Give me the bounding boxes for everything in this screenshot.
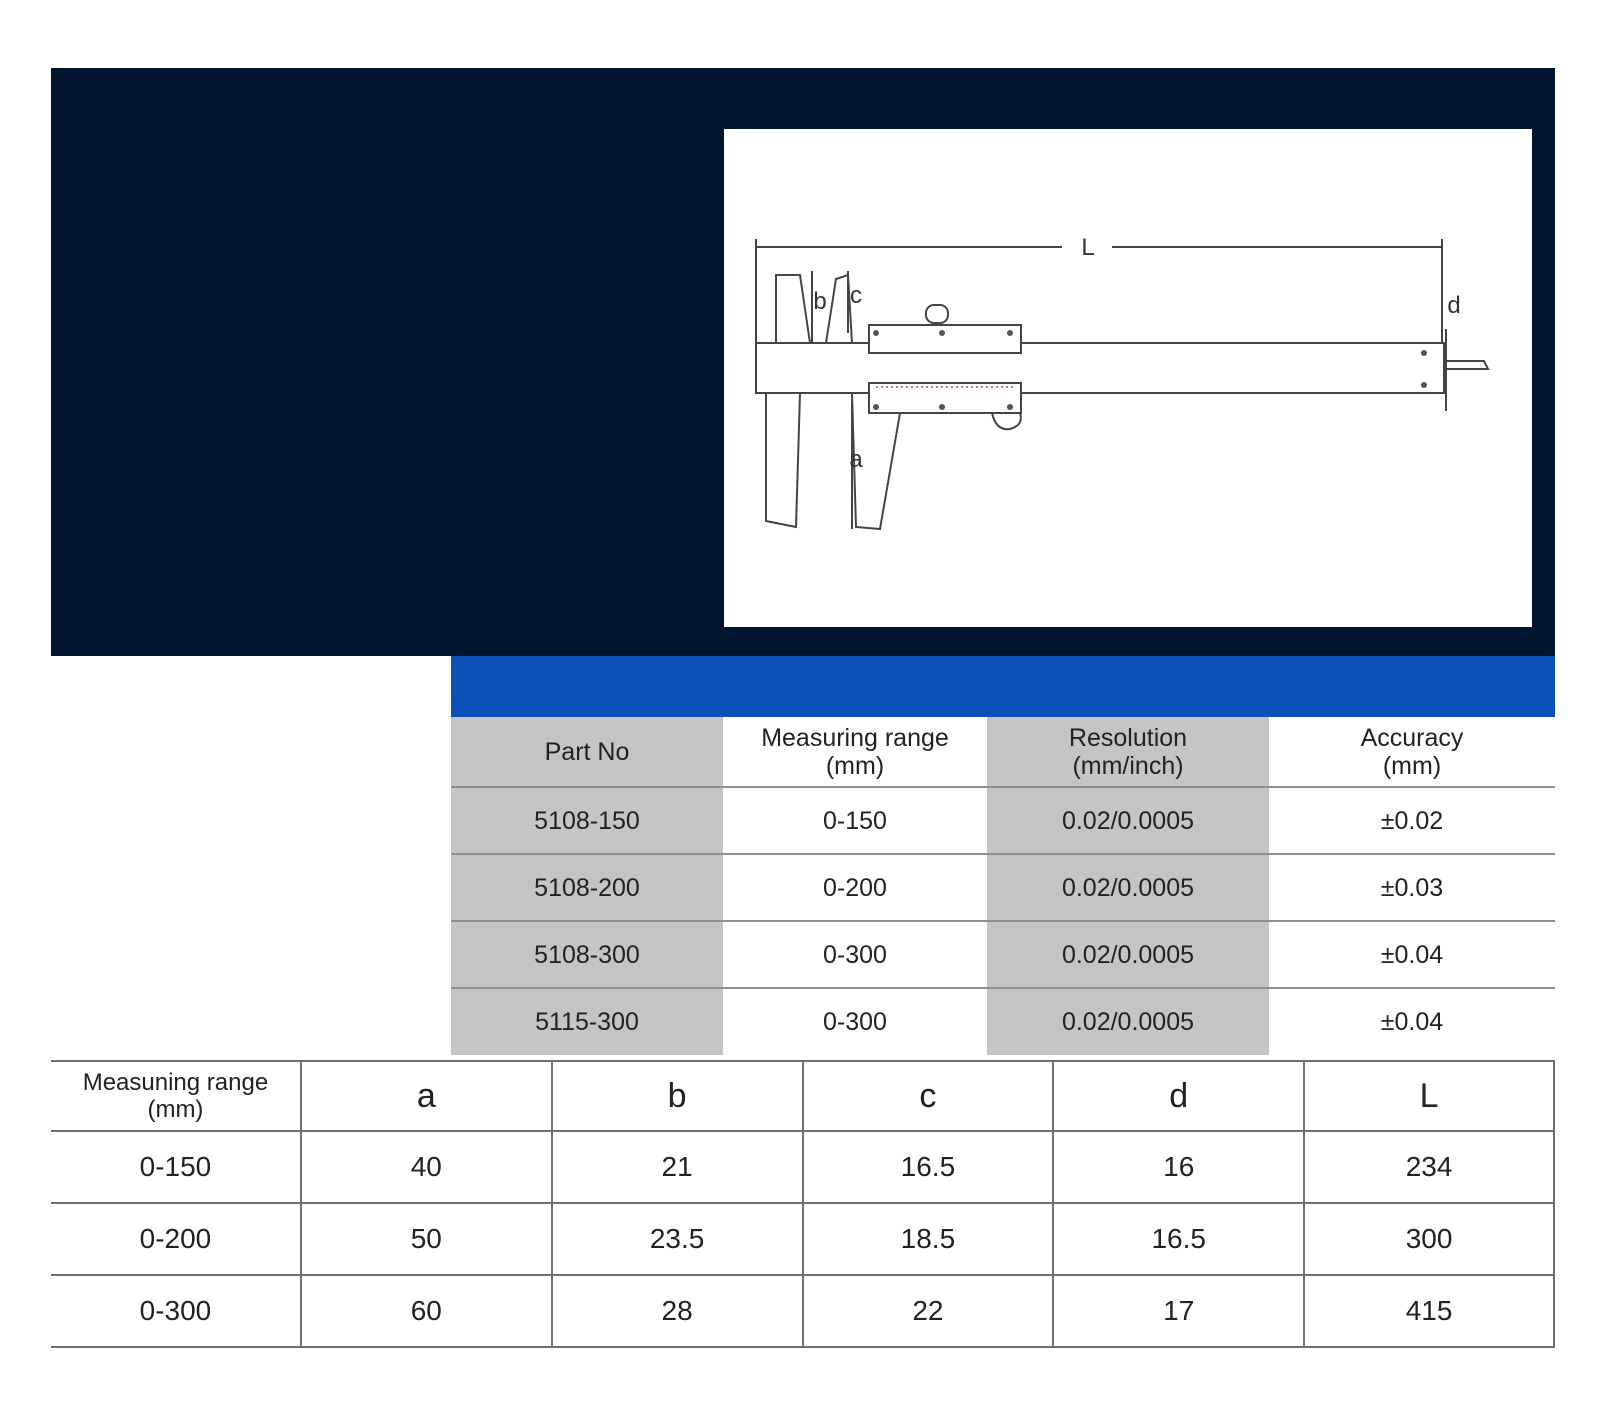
dim-header-measuring-range: Measuning range (mm) (51, 1061, 301, 1131)
b-cell: 28 (552, 1275, 803, 1347)
table-row (51, 1131, 1554, 1203)
spec-header-measuring-range: Measuring range (mm) (723, 717, 987, 787)
a-cell: 50 (301, 1203, 552, 1275)
L-cell: 415 (1304, 1275, 1554, 1347)
dim-header-b: b (552, 1061, 803, 1131)
dimension-table (51, 1060, 1555, 1348)
spec-header-resolution: Resolution (mm/inch) (987, 717, 1269, 787)
dimension-label-d: d (1447, 292, 1461, 319)
spec-table-header-row (451, 717, 1555, 787)
dimension-label-L: L (1081, 234, 1095, 261)
dim-header-c: c (803, 1061, 1054, 1131)
dimension-label-c: c (850, 282, 862, 309)
measuring-range-cell: 0-200 (723, 854, 987, 921)
spec-header-accuracy: Accuracy (mm) (1269, 717, 1555, 787)
dim-header-d: d (1053, 1061, 1304, 1131)
table-row (51, 1275, 1554, 1347)
blue-header-bar (451, 656, 1555, 717)
spec-table (451, 717, 1555, 1055)
part-no-cell: 5115-300 (451, 988, 723, 1055)
range-cell: 0-200 (51, 1203, 301, 1275)
a-cell: 60 (301, 1275, 552, 1347)
table-row (451, 921, 1555, 988)
c-cell: 22 (803, 1275, 1054, 1347)
part-no-cell: 5108-200 (451, 854, 723, 921)
b-cell: 21 (552, 1131, 803, 1203)
dimension-table-header-row (51, 1061, 1554, 1131)
accuracy-cell: ±0.02 (1269, 787, 1555, 854)
table-row (451, 854, 1555, 921)
resolution-cell: 0.02/0.0005 (987, 921, 1269, 988)
resolution-cell: 0.02/0.0005 (987, 988, 1269, 1055)
c-cell: 18.5 (803, 1203, 1054, 1275)
spec-header-part-no: Part No (451, 717, 723, 787)
range-cell: 0-300 (51, 1275, 301, 1347)
resolution-cell: 0.02/0.0005 (987, 787, 1269, 854)
a-cell: 40 (301, 1131, 552, 1203)
c-cell: 16.5 (803, 1131, 1054, 1203)
measuring-range-cell: 0-300 (723, 921, 987, 988)
range-cell: 0-150 (51, 1131, 301, 1203)
dim-header-L: L (1304, 1061, 1554, 1131)
caliper-drawing-panel (724, 129, 1532, 627)
accuracy-cell: ±0.04 (1269, 921, 1555, 988)
d-cell: 16 (1053, 1131, 1304, 1203)
measuring-range-cell: 0-150 (723, 787, 987, 854)
L-cell: 300 (1304, 1203, 1554, 1275)
table-row (451, 787, 1555, 854)
d-cell: 16.5 (1053, 1203, 1304, 1275)
dim-header-a: a (301, 1061, 552, 1131)
dimension-label-b: b (813, 288, 827, 315)
d-cell: 17 (1053, 1275, 1304, 1347)
part-no-cell: 5108-150 (451, 787, 723, 854)
accuracy-cell: ±0.03 (1269, 854, 1555, 921)
dimension-label-a: a (849, 446, 863, 473)
b-cell: 23.5 (552, 1203, 803, 1275)
resolution-cell: 0.02/0.0005 (987, 854, 1269, 921)
accuracy-cell: ±0.04 (1269, 988, 1555, 1055)
table-row (51, 1203, 1554, 1275)
L-cell: 234 (1304, 1131, 1554, 1203)
table-row (451, 988, 1555, 1055)
measuring-range-cell: 0-300 (723, 988, 987, 1055)
part-no-cell: 5108-300 (451, 921, 723, 988)
caliper-dimension-diagram (724, 129, 1532, 627)
